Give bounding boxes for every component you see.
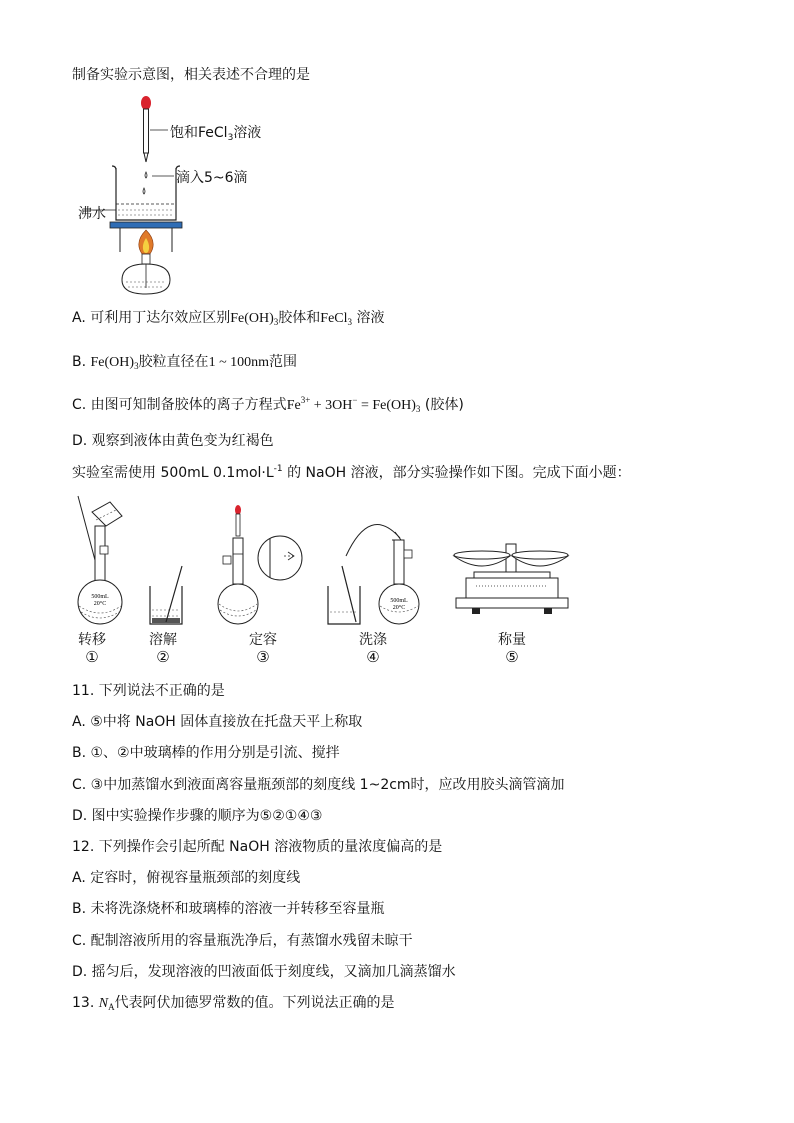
q12-option-c: C. 配制溶液所用的容量瓶洗净后，有蒸馏水残留未晾干 [72, 933, 413, 949]
heating-plate [110, 222, 182, 228]
step-caption-makeup: 定容 ③ [249, 632, 277, 666]
dropper-tube [144, 109, 149, 153]
flask-label-temp-2: 20°C [392, 605, 406, 611]
q10-option-c: C. 由图可知制备胶体的离子方程式$Fe^{3+} + 3OH^- = Fe(OH)_3$ (胶体) [72, 395, 464, 414]
q12-option-d: D. 摇匀后，发现溶液的凹液面低于刻度线，又滴加几滴蒸馏水 [72, 964, 456, 980]
q11-option-c: C. ③中加蒸馏水到液面离容量瓶颈部的刻度线 1~2cm时，应改用胶头滴管滴加 [72, 777, 565, 793]
context-naoh: 实验室需使用 500mL $0.1mol\cdot L^{-1}$ 的 NaOH 溶液，部分实验操作如下图。完成下面小题： [72, 464, 631, 481]
intro-text: 制备实验示意图，相关表述不合理的是 [72, 67, 310, 83]
drop [145, 172, 147, 178]
step-caption-weigh: 称量 ⑤ [498, 632, 526, 666]
step-caption-transfer: 转移 ① [78, 632, 106, 666]
solution-preparation-figure [70, 494, 580, 634]
step-caption-wash: 洗涤 ④ [359, 632, 387, 666]
q10-option-d: D. 观察到液体由黄色变为红褐色 [72, 433, 274, 449]
q10-option-b: B. $Fe(OH)_3$胶粒直径在1 ~ 100nm范围 [72, 354, 298, 371]
flask-label-temp: 20°C [93, 601, 107, 607]
q12-option-b: B. 未将洗涤烧杯和玻璃棒的溶液一并转移至容量瓶 [72, 901, 385, 917]
dropper-bulb [141, 96, 151, 110]
flask-label-volume-2: 500mL [390, 598, 408, 604]
saturated-fecl3-label: 饱和FeCl$_3$溶液 [170, 125, 262, 143]
q10-option-a: A. 可利用丁达尔效应区别$Fe(OH)_3$胶体和FeCl$_3$ 溶液 [72, 310, 385, 327]
flask-label-volume: 500mL [91, 594, 109, 600]
q11-stem: 11. 下列说法不正确的是 [72, 683, 225, 699]
drop [143, 188, 145, 194]
boiling-water-label: 沸水 [78, 206, 106, 222]
step-dissolve-drawing [150, 566, 182, 624]
drops-label: 滴入5~6滴 [176, 170, 248, 186]
q13-stem: 13. $N_A$代表阿伏加德罗常数的值。下列说法正确的是 [72, 995, 395, 1012]
step-makeup-drawing [218, 505, 302, 624]
q11-option-b: B. ①、②中玻璃棒的作用分别是引流、搅拌 [72, 745, 340, 761]
q11-option-a: A. ⑤中将 NaOH 固体直接放在托盘天平上称取 [72, 714, 363, 730]
step-weigh-drawing [454, 544, 568, 614]
q11-option-d: D. 图中实验操作步骤的顺序为⑤②①④③ [72, 808, 323, 824]
step-caption-dissolve: 溶解 ② [149, 632, 177, 666]
step-wash-drawing [328, 525, 419, 624]
q12-option-a: A. 定容时，俯视容量瓶颈部的刻度线 [72, 870, 301, 886]
q12-stem: 12. 下列操作会引起所配 NaOH 溶液物质的量浓度偏高的是 [72, 839, 443, 855]
